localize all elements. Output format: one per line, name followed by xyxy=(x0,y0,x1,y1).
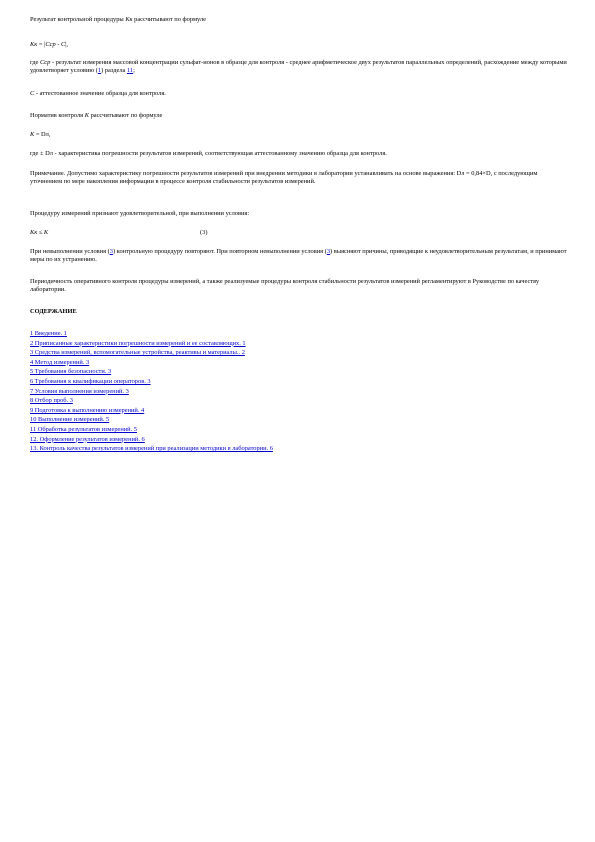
toc-item[interactable]: 8 Отбор проб. 3 xyxy=(30,397,73,405)
text: - аттестованное значение образца для контроля. xyxy=(34,90,166,97)
text: ) раздела xyxy=(101,67,127,74)
formula-number: (3) xyxy=(200,229,208,236)
formula-condition-3 xyxy=(30,229,570,237)
toc-title: СОДЕРЖАНИЕ xyxy=(30,308,77,315)
toc-item[interactable]: 12. Оформление результатов измерений. 6 xyxy=(30,435,145,443)
toc-item[interactable]: 6 Требования к квалификации операторов. 3 xyxy=(30,377,151,385)
var: К xyxy=(30,131,35,138)
var: Кк xyxy=(30,41,38,48)
paragraph-note: Примечание. Допустимо характеристику погрешности результатов измерений при внедрении методики в лаборатории устанавливать на основе выражения: Dл = 0,84×D, с последующим уточнением по мере накопления информации в процессе контроля стабильности результатов измерений. xyxy=(30,170,538,185)
toc-item[interactable]: 2 Приписанные характеристики погрешности измерений и ее составляющих. 1 xyxy=(30,339,246,347)
text: Норматив контроля xyxy=(30,112,85,119)
toc-item[interactable]: 9 Подготовка к выполнению измерений. 4 xyxy=(30,406,145,414)
link-condition-3[interactable]: 3 xyxy=(109,248,113,255)
text: где xyxy=(30,59,40,66)
text: ; xyxy=(133,67,135,74)
text: рассчитывают по формуле xyxy=(132,16,206,23)
var-kk: Кк xyxy=(125,16,133,23)
link-condition-1[interactable]: 1 xyxy=(97,67,102,74)
paragraph-condition-intro: Процедуру измерений признают удовлетворительной, при выполнении условия: xyxy=(30,210,250,217)
link-section-11[interactable]: 11 xyxy=(126,67,134,74)
paragraph-result-formula-intro xyxy=(30,16,570,24)
paragraph-norm-intro xyxy=(30,112,570,120)
var-c: С xyxy=(30,90,35,97)
text: рассчитывают по формуле xyxy=(88,112,163,119)
toc-item[interactable]: 1 Введение. 1 xyxy=(30,330,67,337)
var: Сср xyxy=(45,41,56,48)
paragraph-periodicity: Периодичность оперативного контроля процедуры измерений, а также реализуемые процедуры контроля стабильности результатов измерений регламентируют в Руководстве по качеству лаборатории. xyxy=(30,278,540,293)
paragraph-repeat xyxy=(30,248,570,264)
text: При невыполнении условия ( xyxy=(30,248,110,255)
toc-item[interactable]: 11 Обработка результатов измерений. 5 xyxy=(30,425,137,433)
table-of-contents xyxy=(30,329,570,454)
text: ) контрольную процедуру повторяют. При повторном невыполнении условия ( xyxy=(112,248,327,255)
toc-item[interactable]: 3 Средства измерений, вспомогательные устройства, реактивы и материалы.. 2 xyxy=(30,349,245,357)
toc-item[interactable]: 4 Метод измерений. 3 xyxy=(30,358,90,366)
var-ccp: Сср xyxy=(40,59,51,66)
var-k: К xyxy=(84,112,89,119)
text: = Dл, xyxy=(34,131,51,138)
formula-kk xyxy=(30,41,570,49)
var: С xyxy=(61,41,66,48)
toc-item[interactable]: 7 Условия выполнения измерений. 3 xyxy=(30,387,129,395)
text: - xyxy=(55,41,61,48)
paragraph-ccp-definition xyxy=(30,59,570,75)
text: = | xyxy=(37,41,46,48)
paragraph-c-definition xyxy=(30,90,570,98)
formula-k xyxy=(30,131,570,139)
text: |, xyxy=(65,41,69,48)
toc-item[interactable]: 5 Требования безопасности. 3 xyxy=(30,368,112,376)
toc-item[interactable]: 10 Выполнение измерений. 5 xyxy=(30,416,110,424)
text: Результат контрольной процедуры xyxy=(30,16,126,23)
link-condition-3b[interactable]: 3 xyxy=(326,248,331,255)
toc-item[interactable]: 13. Контроль качества результатов измерений при реализации методики в лаборатории. 6 xyxy=(30,445,273,453)
expression: Кк ≤ К xyxy=(30,229,49,236)
text: ) выясняют причины, приводящие к неудовлетворительным результатам, и принимают меры по их устранению. xyxy=(30,248,567,263)
paragraph-dl-definition: где ± Dл - характеристика погрешности результатов измерений, соответствующая аттестованному значению образца для контроля. xyxy=(30,150,387,157)
text: - результат измерения массовой концентрации сульфат-ионов в образце для контроля - среднее арифметическое двух результатов параллельных определений, расхождение между которыми удовлетворяет условию ( xyxy=(30,59,567,74)
